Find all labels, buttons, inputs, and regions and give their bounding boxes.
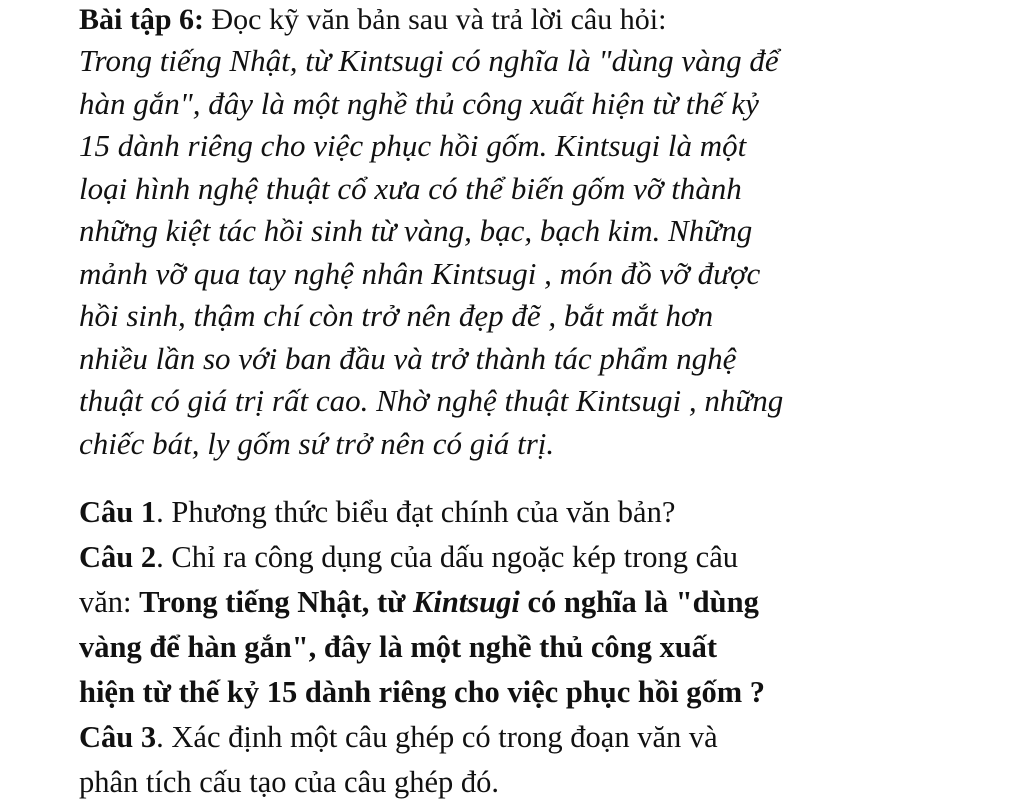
passage (79, 40, 1009, 465)
passage-line: những kiệt tác hồi sinh từ vàng, bạc, bạch kim. Những (79, 213, 753, 248)
quoted-sentence-part-a: Trong tiếng Nhật, từ (139, 585, 414, 619)
passage-line: hồi sinh, thậm chí còn trở nên đẹp đẽ , bắt mắt hơn (79, 298, 714, 333)
passage-line: nhiều lần so với ban đầu và trở thành tác phẩm nghệ (79, 340, 737, 376)
question-2 (79, 535, 1009, 580)
question-2-label: Câu 2 (79, 540, 157, 574)
quoted-sentence-term: Kintsugi (413, 585, 520, 619)
question-1-text: . Phương thức biểu đạt chính của văn bản? (156, 495, 676, 529)
passage-line: Trong tiếng Nhật, từ Kintsugi có nghĩa là "dùng vàng để (79, 43, 779, 78)
question-3 (79, 715, 1009, 760)
section-gap (79, 465, 1009, 490)
passage-line: mảnh vỡ qua tay nghệ nhân Kintsugi , món đồ vỡ được (79, 255, 761, 291)
question-1 (79, 490, 1009, 535)
question-2-line-4: hiện từ thế kỷ 15 dành riêng cho việc phục hồi gốm ? (79, 675, 765, 709)
passage-line: chiếc bát, ly gốm sứ trở nên có giá trị. (79, 425, 555, 461)
question-3-text: . Xác định một câu ghép có trong đoạn văn và (156, 720, 718, 754)
passage-line: thuật có giá trị rất cao. Nhờ nghệ thuật Kintsugi , những (79, 383, 784, 418)
question-2-prefix: văn: (79, 585, 140, 619)
passage-line: hàn gắn", đây là một nghề thủ công xuất hiện từ thế kỷ (79, 85, 759, 121)
passage-line: 15 dành riêng cho việc phục hồi gốm. Kintsugi là một (79, 128, 747, 163)
question-1-label: Câu 1 (79, 495, 157, 529)
exercise-label: Bài tập 6: (79, 3, 205, 36)
exercise-instruction: Đọc kỹ văn bản sau và trả lời câu hỏi: (204, 3, 667, 36)
question-2-line-2 (79, 580, 1009, 625)
question-2-line-3: vàng để hàn gắn", đây là một nghề thủ công xuất (79, 630, 718, 664)
quoted-sentence-part-b: có nghĩa là "dùng (519, 585, 759, 619)
document (79, 0, 1009, 805)
question-2-text: . Chỉ ra công dụng của dấu ngoặc kép trong câu (156, 540, 738, 574)
exercise-heading (79, 0, 1009, 40)
question-list (79, 490, 1009, 805)
passage-line: loại hình nghệ thuật cổ xưa có thể biến gốm vỡ thành (79, 170, 742, 206)
question-3-line-2: phân tích cấu tạo của câu ghép đó. (79, 765, 500, 799)
question-3-label: Câu 3 (79, 720, 157, 754)
